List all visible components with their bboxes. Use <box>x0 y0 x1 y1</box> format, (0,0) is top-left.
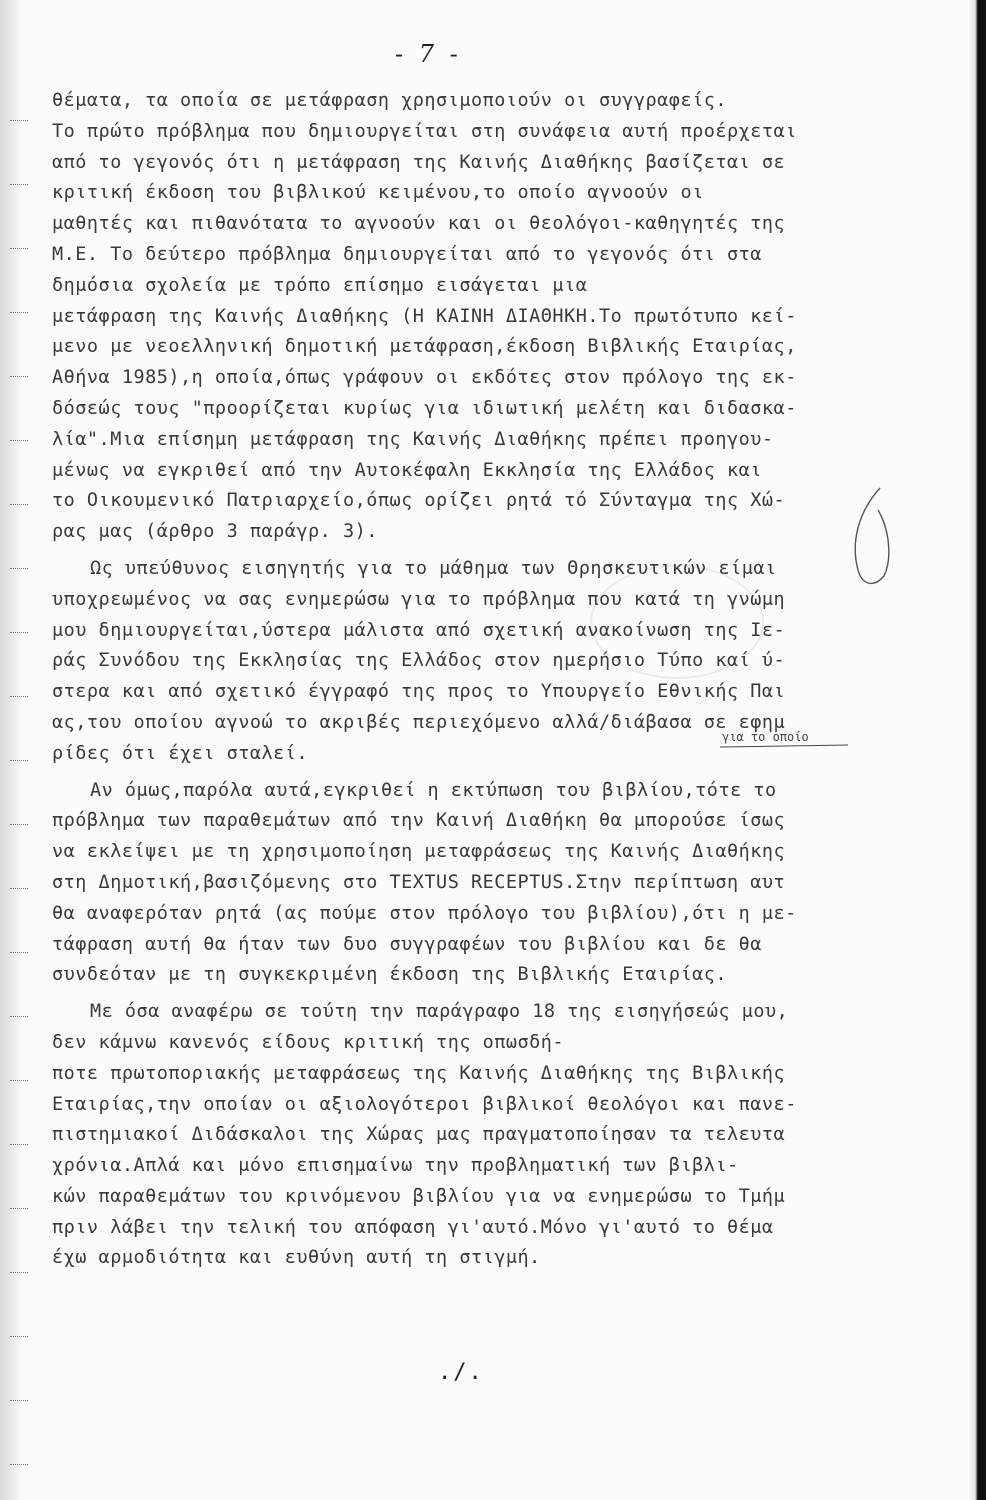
text-line: ποτε πρωτοποριακής μεταφράσεως της Καινής Διαθήκης της Βιβλικής <box>52 1062 786 1084</box>
text-line: υποχρεωμένος να σας ενημερώσω για το πρόβλημα που κατά τη γνώμη <box>52 588 786 610</box>
text-line: θέματα, τα οποία σε μετάφραση χρησιμοποιούν οι συγγραφείς. <box>52 90 728 111</box>
text-line: συνδεόταν με τη συγκεκριμένη έκδοση της Βιβλικής Εταιρίας. <box>52 964 728 986</box>
text-line: λία".Μια επίσημη μετάφραση της Καινής Διαθήκης πρέπει προηγου- <box>52 428 774 450</box>
margin-dot <box>10 1464 28 1466</box>
body-text <box>52 86 942 1274</box>
handwritten-note <box>720 727 850 749</box>
margin-dot <box>10 696 28 698</box>
text-line: πριν λάβει την τελική του απόφαση γι'αυτό.Μόνο γι'αυτό το θέμα <box>52 1216 774 1238</box>
margin-dot <box>10 504 28 506</box>
text-line: στερα και από σχετικό έγγραφό της προς το Υπουργείο Εθνικής Παι <box>52 681 786 703</box>
text-line: θα αναφερόταν ρητά (ας πούμε στον πρόλογο του βιβλίου),ότι η με- <box>52 902 797 924</box>
text-line: ας,του οποίου αγνοώ το ακριβές περιεχόμενο αλλά/διάβασα σε εφημ <box>52 711 786 733</box>
page-number: - 7 - <box>395 40 462 68</box>
margin-dot <box>10 376 28 378</box>
margin-dot <box>10 952 28 954</box>
text-line: μου δημιουργείται,ύστερα μάλιστα από σχετική ανακοίνωση της Ιε- <box>52 619 786 641</box>
text-line: ρας μας (άρθρο 3 παράγρ. 3). <box>52 521 378 543</box>
margin-dot <box>10 312 28 314</box>
text-line: από το γεγονός ότι η μετάφραση της Καινής Διαθήκης βασίζεται σε <box>52 151 786 173</box>
margin-dot <box>10 1336 28 1338</box>
margin-dot <box>10 1400 28 1402</box>
text-line: Αν όμως,παρόλα αυτά,εγκριθεί η εκτύπωση του βιβλίου,τότε το <box>90 779 777 801</box>
margin-dot <box>10 120 28 122</box>
margin-dot <box>10 184 28 186</box>
svg-text:για το οποίο: για το οποίο <box>722 730 809 744</box>
text-line: χρόνια.Απλά και μόνο επισημαίνω την προβληματική των βιβλι- <box>52 1155 739 1177</box>
margin-dot <box>10 1208 28 1210</box>
margin-dot <box>10 1272 28 1274</box>
text-line: να εκλείψει με τη χρησιμοποίηση μεταφράσεως της Καινής Διαθήκης <box>52 841 786 863</box>
margin-dot <box>10 824 28 826</box>
text-line: Μ.Ε. Το δεύτερο πρόβλημα δημιουργείται από το γεγονός ότι στα <box>52 243 762 265</box>
text-line: μαθητές και πιθανότατα το αγνοούν και οι θεολόγοι-καθηγητές της <box>52 213 786 235</box>
text-line: Με όσα αναφέρω σε τούτη την παράγραφο 18 της εισηγήσεώς μου, <box>90 1001 789 1023</box>
text-line: το Οικουμενικό Πατριαρχείο,όπως ορίζει ρητά τό Σύνταγμα της Χώ- <box>52 490 786 512</box>
margin-dot <box>10 248 28 250</box>
text-line: ράς Συνόδου της Εκκλησίας της Ελλάδος στον ημερήσιο Τύπο καί ύ- <box>52 650 786 672</box>
text-line: πρόβλημα των παραθεμάτων από την Καινή Διαθήκη θα μπορούσε ίσως <box>52 810 786 832</box>
margin-dot <box>10 1080 28 1082</box>
margin-dot <box>10 888 28 890</box>
continuation-mark: ./. <box>438 1360 484 1385</box>
text-line: μενο με νεοελληνική δημοτική μετάφραση,έκδοση Βιβλικής Εταιρίας, <box>52 336 797 358</box>
margin-dot <box>10 760 28 762</box>
text-line: Εταιρίας,την οποίαν οι αξιολογότεροι βιβλικοί θεολόγοι και πανε- <box>52 1093 797 1115</box>
margin-dot <box>10 568 28 570</box>
text-line: μετάφραση της Καινής Διαθήκης (Η ΚΑΙΝΗ ΔΙΑΘΗΚΗ.Το πρωτότυπο κεί- <box>52 305 797 327</box>
text-line: Το πρώτο πρόβλημα που δημιουργείται στη συνάφεια αυτή προέρχεται <box>52 120 797 142</box>
binding-shadow <box>0 0 22 1500</box>
text-line: πιστημιακοί Διδάσκαλοι της Χώρας μας πραγματοποίησαν τα τελευτα <box>52 1124 786 1146</box>
text-line: τάφραση αυτή θα ήταν των δυο συγγραφέων του βιβλίου και δε θα <box>52 933 762 955</box>
margin-dot <box>10 440 28 442</box>
text-line: στη Δημοτική,βασιζόμενης στο TEXTUS RECEPTUS.Στην περίπτωση αυτ <box>52 871 786 893</box>
text-line: ρίδες ότι έχει σταλεί. <box>52 742 309 764</box>
text-line: κριτική έκδοση του βιβλικού κειμένου,το οποίο αγνοούν οι <box>52 182 704 204</box>
text-line: κών παραθεμάτων του κρινόμενου βιβλίου για να ενημερώσω το Τμήμ <box>52 1185 786 1207</box>
margin-dot <box>10 1144 28 1146</box>
text-line: μένως να εγκριθεί από την Αυτοκέφαλη Εκκλησία της Ελλάδος και <box>52 459 762 481</box>
text-line: Ως υπεύθυνος εισηγητής για το μάθημα των Θρησκευτικών είμαι <box>90 557 777 579</box>
text-line: έχω αρμοδιότητα και ευθύνη αυτή τη στιγμή. <box>52 1247 541 1269</box>
margin-dot <box>10 632 28 634</box>
text-line: δημόσια σχολεία με τρόπο επίσημο εισάγεται μια <box>52 274 588 296</box>
text-line: δόσεώς τους "προορίζεται κυρίως για ιδιωτική μελέτη και διδασκα- <box>52 397 797 419</box>
page-edge <box>968 0 986 1500</box>
text-line: Αθήνα 1985),η οποία,όπως γράφουν οι εκδότες στον πρόλογο της εκ- <box>52 367 797 389</box>
text-line: δεν κάμνω κανενός είδους κριτική της οπωσδή- <box>52 1031 565 1053</box>
margin-dot <box>10 1016 28 1018</box>
